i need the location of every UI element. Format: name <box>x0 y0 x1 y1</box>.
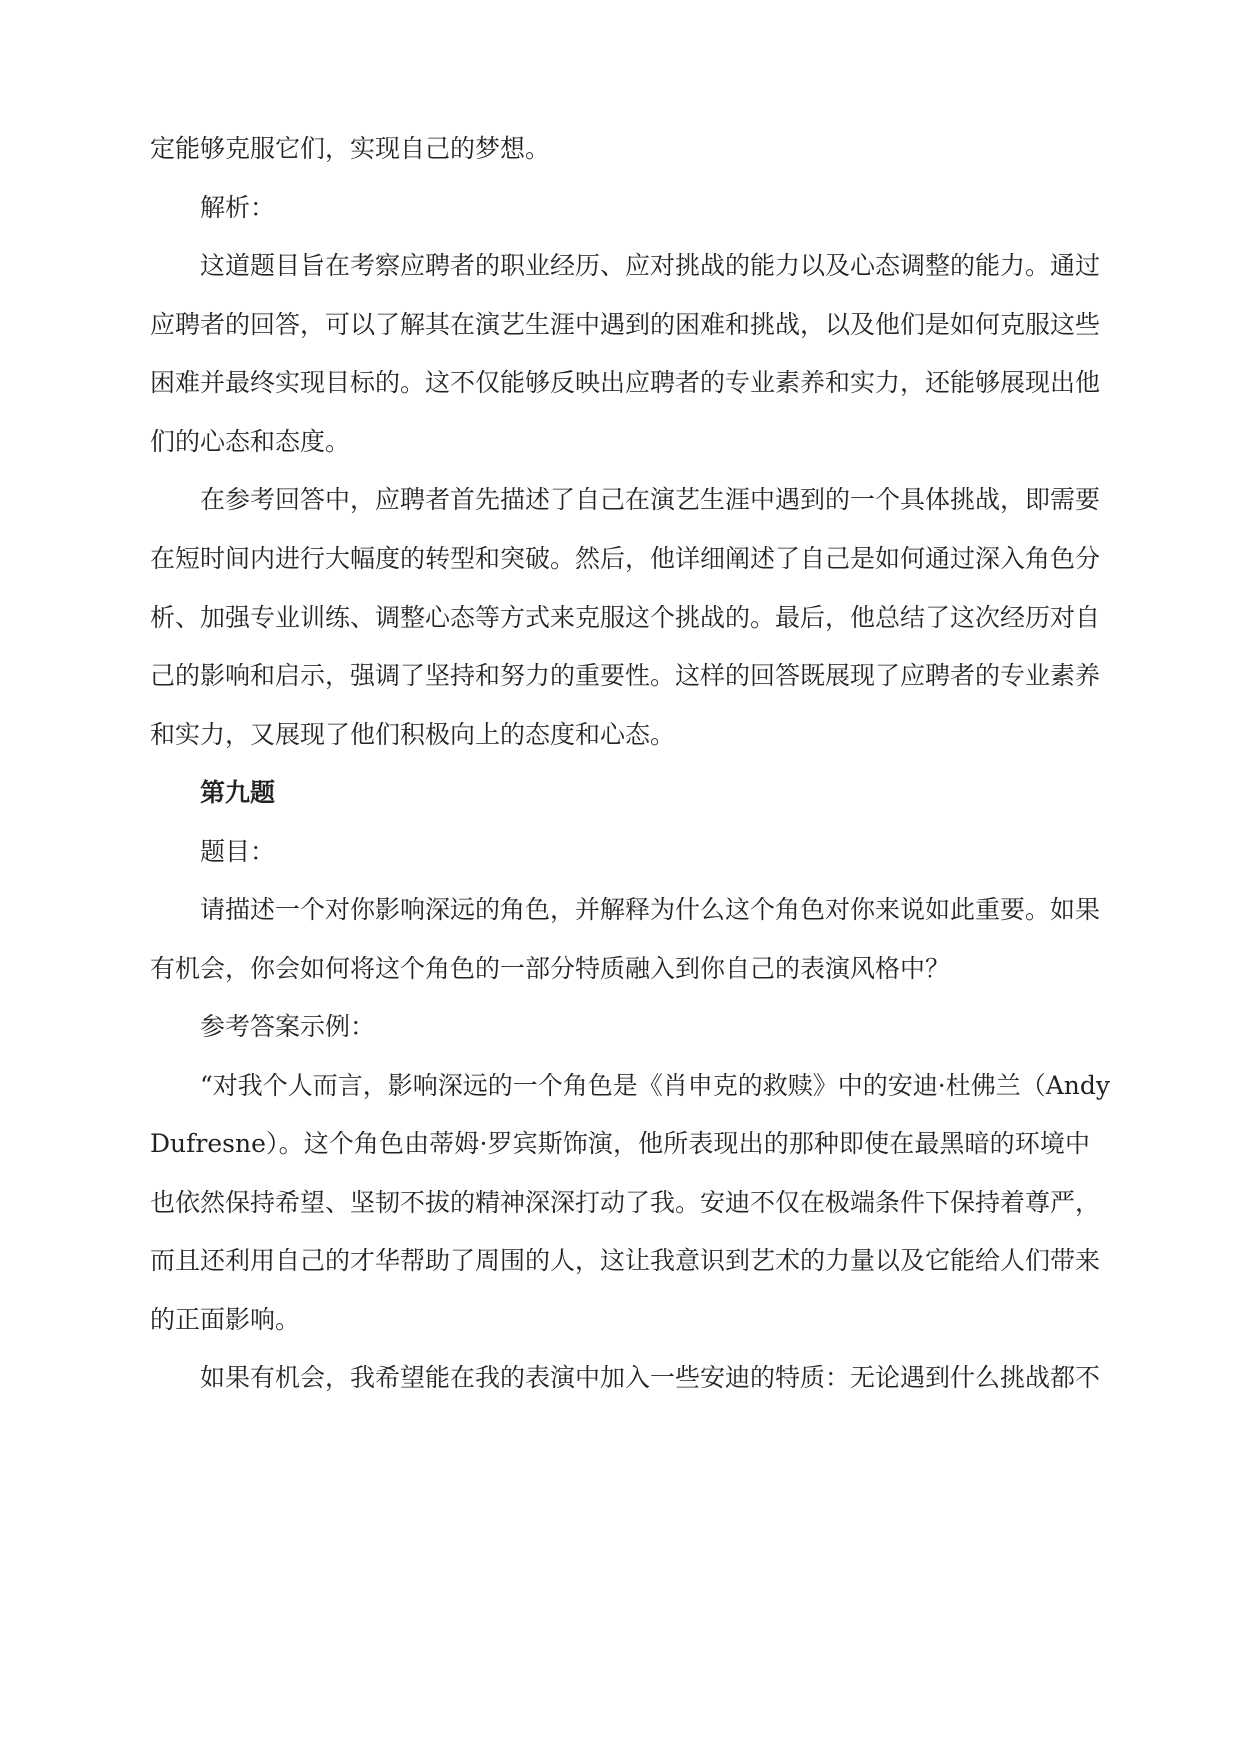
paragraph-line: 在参考回答中，应聘者首先描述了自己在演艺生涯中遇到的一个具体挑战，即需要 <box>200 485 1101 514</box>
question-label: 题目： <box>200 837 276 866</box>
paragraph-line: 们的心态和态度。 <box>150 427 351 456</box>
paragraph-line: Dufresne）。这个角色由蒂姆·罗宾斯饰演，他所表现出的那种即使在最黑暗的环境中 <box>150 1129 1090 1158</box>
paragraph-line: 在短时间内进行大幅度的转型和突破。然后，他详细阐述了自己是如何通过深入角色分 <box>150 544 1101 573</box>
paragraph-line: 定能够克服它们，实现自己的梦想。 <box>150 134 551 163</box>
paragraph-line: 困难并最终实现目标的。这不仅能够反映出应聘者的专业素养和实力，还能够展现出他 <box>150 368 1101 397</box>
paragraph-line: “对我个人而言，影响深远的一个角色是《肖申克的救赎》中的安迪·杜佛兰（Andy <box>200 1071 1111 1100</box>
paragraph-line: 也依然保持希望、坚韧不拔的精神深深打动了我。安迪不仅在极端条件下保持着尊严， <box>150 1188 1101 1217</box>
paragraph-line: 请描述一个对你影响深远的角色，并解释为什么这个角色对你来说如此重要。如果 <box>200 895 1101 924</box>
paragraph-line: 而且还利用自己的才华帮助了周围的人，这让我意识到艺术的力量以及它能给人们带来 <box>150 1246 1101 1275</box>
paragraph-line: 如果有机会，我希望能在我的表演中加入一些安迪的特质：无论遇到什么挑战都不 <box>200 1363 1101 1392</box>
section-heading: 第九题 <box>200 778 276 807</box>
paragraph-line: 有机会，你会如何将这个角色的一部分特质融入到你自己的表演风格中？ <box>150 954 951 983</box>
analysis-label: 解析： <box>200 193 276 222</box>
paragraph-line: 析、加强专业训练、调整心态等方式来克服这个挑战的。最后，他总结了这次经历对自 <box>150 603 1101 632</box>
paragraph-line: 己的影响和启示，强调了坚持和努力的重要性。这样的回答既展现了应聘者的专业素养 <box>150 661 1101 690</box>
paragraph-line: 的正面影响。 <box>150 1305 301 1334</box>
paragraph-line: 应聘者的回答，可以了解其在演艺生涯中遇到的困难和挑战，以及他们是如何克服这些 <box>150 310 1101 339</box>
answer-label: 参考答案示例： <box>200 1012 376 1041</box>
paragraph-line: 和实力，又展现了他们积极向上的态度和心态。 <box>150 720 676 749</box>
paragraph-line: 这道题目旨在考察应聘者的职业经历、应对挑战的能力以及心态调整的能力。通过 <box>200 251 1101 280</box>
